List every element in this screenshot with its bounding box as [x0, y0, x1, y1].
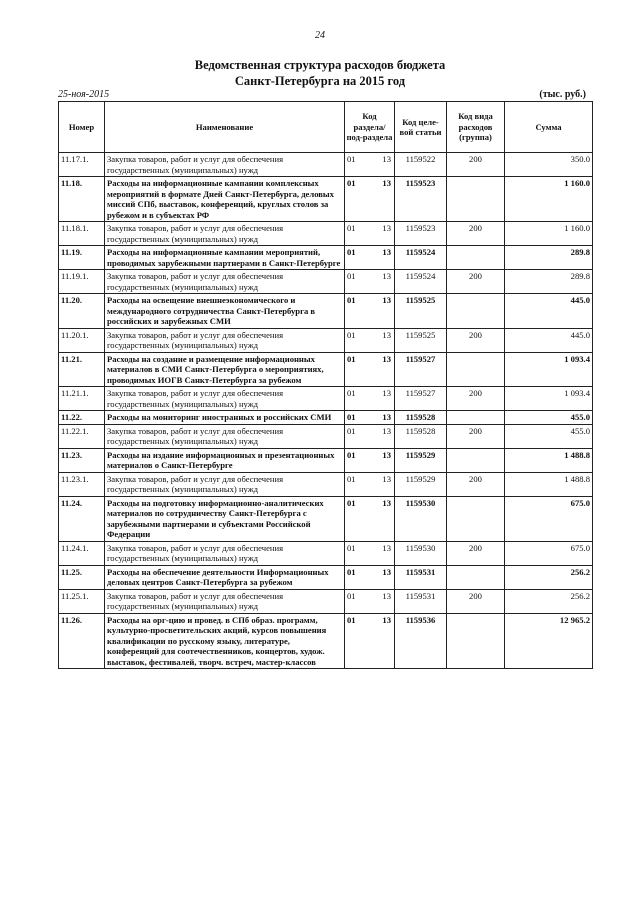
section-code: 01 — [347, 223, 356, 233]
table-row — [59, 294, 593, 329]
row-number: 11.23.1. — [59, 472, 105, 496]
row-group-code: 200 — [447, 472, 505, 496]
row-group-code: 200 — [447, 541, 505, 565]
section-code: 01 — [347, 329, 356, 340]
table-row — [59, 613, 593, 669]
row-number: 11.22.1. — [59, 424, 105, 448]
section-code: 01 — [347, 566, 356, 577]
row-name: Закупка товаров, работ и услуг для обеспечения государственных (муниципальных) нужд — [105, 153, 345, 177]
row-section-code — [345, 177, 395, 222]
row-article-code: 1159529 — [395, 472, 447, 496]
row-sum: 1 488.8 — [505, 472, 593, 496]
row-name: Закупка товаров, работ и услуг для обеспечения государственных (муниципальных) нужд — [105, 328, 345, 352]
row-name: Закупка товаров, работ и услуг для обеспечения государственных (муниципальных) нужд — [105, 387, 345, 411]
row-sum: 455.0 — [505, 424, 593, 448]
row-sum: 12 965.2 — [505, 613, 593, 669]
row-group-code: 200 — [447, 328, 505, 352]
row-group-code — [447, 294, 505, 329]
row-article-code: 1159530 — [395, 496, 447, 541]
row-sum: 455.0 — [505, 411, 593, 425]
table-row — [59, 177, 593, 222]
row-group-code: 200 — [447, 589, 505, 613]
row-number: 11.21.1. — [59, 387, 105, 411]
row-sum: 350.0 — [505, 153, 593, 177]
table-row — [59, 589, 593, 613]
row-number: 11.19.1. — [59, 270, 105, 294]
row-article-code: 1159536 — [395, 613, 447, 669]
row-article-code: 1159523 — [395, 222, 447, 246]
row-group-code — [447, 246, 505, 270]
row-name: Закупка товаров, работ и услуг для обеспечения государственных (муниципальных) нужд — [105, 222, 345, 246]
table-row — [59, 541, 593, 565]
document-date: 25-ноя-2015 — [58, 89, 110, 100]
subsection-code: 13 — [382, 178, 391, 188]
section-code: 01 — [347, 449, 356, 460]
row-sum: 256.2 — [505, 565, 593, 589]
row-name: Закупка товаров, работ и услуг для обеспечения государственных (муниципальных) нужд — [105, 541, 345, 565]
section-code: 01 — [347, 178, 356, 188]
row-number: 11.24.1. — [59, 541, 105, 565]
row-number: 11.25.1. — [59, 589, 105, 613]
subsection-code: 13 — [382, 271, 391, 281]
section-code: 01 — [347, 353, 356, 364]
row-name: Расходы на обеспечение деятельности Информационных деловых центров Санкт-Петербурга за рубежом — [105, 565, 345, 589]
section-code: 01 — [347, 590, 356, 601]
row-group-code — [447, 411, 505, 425]
row-article-code: 1159524 — [395, 270, 447, 294]
subsection-code: 13 — [382, 329, 391, 340]
row-article-code: 1159522 — [395, 153, 447, 177]
row-article-code: 1159525 — [395, 294, 447, 329]
row-section-code — [345, 153, 395, 177]
subsection-code: 13 — [382, 388, 391, 398]
row-name: Расходы на издание информационных и презентационных материалов о Санкт-Петербурге — [105, 448, 345, 472]
subsection-code: 13 — [382, 425, 391, 436]
section-code: 01 — [347, 497, 356, 508]
row-article-code: 1159530 — [395, 541, 447, 565]
row-name: Расходы на освещение внешнеэкономического и международного сотрудничества Санкт-Петербурга в российских и зарубежных СМИ — [105, 294, 345, 329]
section-code: 01 — [347, 542, 356, 553]
subsection-code: 13 — [382, 247, 391, 257]
section-code: 01 — [347, 425, 356, 436]
row-number: 11.17.1. — [59, 153, 105, 177]
row-section-code — [345, 472, 395, 496]
units-label: (тыс. руб.) — [539, 89, 586, 100]
table-row — [59, 387, 593, 411]
row-sum: 256.2 — [505, 589, 593, 613]
table-row — [59, 222, 593, 246]
row-group-code — [447, 565, 505, 589]
row-article-code: 1159527 — [395, 352, 447, 387]
row-section-code — [345, 270, 395, 294]
row-group-code — [447, 613, 505, 669]
row-number: 11.22. — [59, 411, 105, 425]
row-number: 11.19. — [59, 246, 105, 270]
row-article-code: 1159531 — [395, 565, 447, 589]
row-section-code — [345, 496, 395, 541]
subsection-code: 13 — [382, 353, 391, 364]
row-number: 11.25. — [59, 565, 105, 589]
table-row — [59, 246, 593, 270]
table-row — [59, 448, 593, 472]
section-code: 01 — [347, 295, 356, 305]
header-name: Наименование — [105, 102, 345, 153]
table-row — [59, 352, 593, 387]
row-section-code — [345, 613, 395, 669]
subsection-code: 13 — [382, 590, 391, 601]
row-sum: 1 488.8 — [505, 448, 593, 472]
row-number: 11.18. — [59, 177, 105, 222]
row-number: 11.24. — [59, 496, 105, 541]
row-sum: 289.8 — [505, 270, 593, 294]
row-article-code: 1159524 — [395, 246, 447, 270]
row-sum: 289.8 — [505, 246, 593, 270]
row-name: Закупка товаров, работ и услуг для обеспечения государственных (муниципальных) нужд — [105, 424, 345, 448]
section-code: 01 — [347, 247, 356, 257]
row-group-code: 200 — [447, 153, 505, 177]
row-sum: 1 093.4 — [505, 387, 593, 411]
row-sum: 445.0 — [505, 294, 593, 329]
row-name: Расходы на орг-цию и провед. в СПб образ. программ, культурно-просветительских акций, курсов повышения квалификации по русскому языку, литературе, конференций для соотечественников, концертов, худож. выставок, фестивалей, творч. встреч, мастер-классов — [105, 613, 345, 669]
row-section-code — [345, 328, 395, 352]
row-sum: 1 093.4 — [505, 352, 593, 387]
row-section-code — [345, 294, 395, 329]
row-section-code — [345, 411, 395, 425]
table-row — [59, 472, 593, 496]
row-number: 11.21. — [59, 352, 105, 387]
row-section-code — [345, 541, 395, 565]
row-section-code — [345, 246, 395, 270]
row-article-code: 1159529 — [395, 448, 447, 472]
table-body — [59, 153, 593, 669]
row-section-code — [345, 565, 395, 589]
row-number: 11.20. — [59, 294, 105, 329]
table-row — [59, 411, 593, 425]
section-code: 01 — [347, 388, 356, 398]
row-sum: 675.0 — [505, 496, 593, 541]
row-article-code: 1159531 — [395, 589, 447, 613]
section-code: 01 — [347, 271, 356, 281]
subsection-code: 13 — [382, 295, 391, 305]
subsection-code: 13 — [382, 412, 391, 422]
section-code: 01 — [347, 473, 356, 484]
title-line-1: Ведомственная структура расходов бюджета — [194, 58, 446, 72]
row-name: Закупка товаров, работ и услуг для обеспечения государственных (муниципальных) нужд — [105, 270, 345, 294]
subsection-code: 13 — [382, 614, 391, 625]
row-section-code — [345, 424, 395, 448]
row-group-code — [447, 177, 505, 222]
row-section-code — [345, 352, 395, 387]
row-article-code: 1159528 — [395, 424, 447, 448]
row-section-code — [345, 387, 395, 411]
subsection-code: 13 — [382, 497, 391, 508]
row-section-code — [345, 589, 395, 613]
subsection-code: 13 — [382, 154, 391, 164]
row-article-code: 1159525 — [395, 328, 447, 352]
row-group-code — [447, 448, 505, 472]
row-section-code — [345, 448, 395, 472]
row-section-code — [345, 222, 395, 246]
row-article-code: 1159527 — [395, 387, 447, 411]
table-header-row — [59, 102, 593, 153]
table-row — [59, 565, 593, 589]
row-name: Расходы на информационные кампании комплексных мероприятий в формате Дней Санкт-Петербурга, деловых миссий СПб, выставок, конференций, круглых столов за рубежом и в субъектах РФ — [105, 177, 345, 222]
row-number: 11.20.1. — [59, 328, 105, 352]
row-name: Расходы на подготовку информационно-аналитических материалов по сотрудничеству Санкт-Петербурга с зарубежными партнерами и субъектами Российской Федерации — [105, 496, 345, 541]
row-number: 11.18.1. — [59, 222, 105, 246]
header-sum: Сумма — [505, 102, 593, 153]
header-number: Номер — [59, 102, 105, 153]
row-group-code — [447, 496, 505, 541]
row-name: Закупка товаров, работ и услуг для обеспечения государственных (муниципальных) нужд — [105, 589, 345, 613]
table-row — [59, 328, 593, 352]
subsection-code: 13 — [382, 566, 391, 577]
section-code: 01 — [347, 412, 356, 422]
row-name: Закупка товаров, работ и услуг для обеспечения государственных (муниципальных) нужд — [105, 472, 345, 496]
header-section: Код раздела/ под-раздела — [345, 102, 395, 153]
row-sum: 675.0 — [505, 541, 593, 565]
row-group-code: 200 — [447, 222, 505, 246]
table-row — [59, 424, 593, 448]
row-name: Расходы на информационные кампании мероприятий, проводимых зарубежными партнерами в Санкт-Петербурге — [105, 246, 345, 270]
table-row — [59, 153, 593, 177]
subsection-code: 13 — [382, 223, 391, 233]
row-sum: 445.0 — [505, 328, 593, 352]
row-article-code: 1159528 — [395, 411, 447, 425]
subsection-code: 13 — [382, 542, 391, 553]
subsection-code: 13 — [382, 449, 391, 460]
row-name: Расходы на создание и размещение информационных материалов в СМИ Санкт-Петербурга о мероприятиях, проводимых ИОГВ Санкт-Петербурга за рубежом — [105, 352, 345, 387]
row-sum: 1 160.0 — [505, 222, 593, 246]
row-group-code: 200 — [447, 270, 505, 294]
subsection-code: 13 — [382, 473, 391, 484]
row-group-code: 200 — [447, 387, 505, 411]
section-code: 01 — [347, 154, 356, 164]
section-code: 01 — [347, 614, 356, 625]
row-number: 11.23. — [59, 448, 105, 472]
row-group-code: 200 — [447, 424, 505, 448]
budget-table — [58, 101, 593, 669]
document-title — [0, 57, 640, 89]
header-article: Код целе-вой статьи — [395, 102, 447, 153]
row-number: 11.26. — [59, 613, 105, 669]
row-name: Расходы на мониторинг иностранных и российских СМИ — [105, 411, 345, 425]
table-row — [59, 270, 593, 294]
page-number: 24 — [315, 30, 325, 41]
header-group: Код вида расходов (группа) — [447, 102, 505, 153]
table-row — [59, 496, 593, 541]
title-line-2: Санкт-Петербурга на 2015 год — [234, 74, 406, 88]
row-group-code — [447, 352, 505, 387]
row-sum: 1 160.0 — [505, 177, 593, 222]
row-article-code: 1159523 — [395, 177, 447, 222]
